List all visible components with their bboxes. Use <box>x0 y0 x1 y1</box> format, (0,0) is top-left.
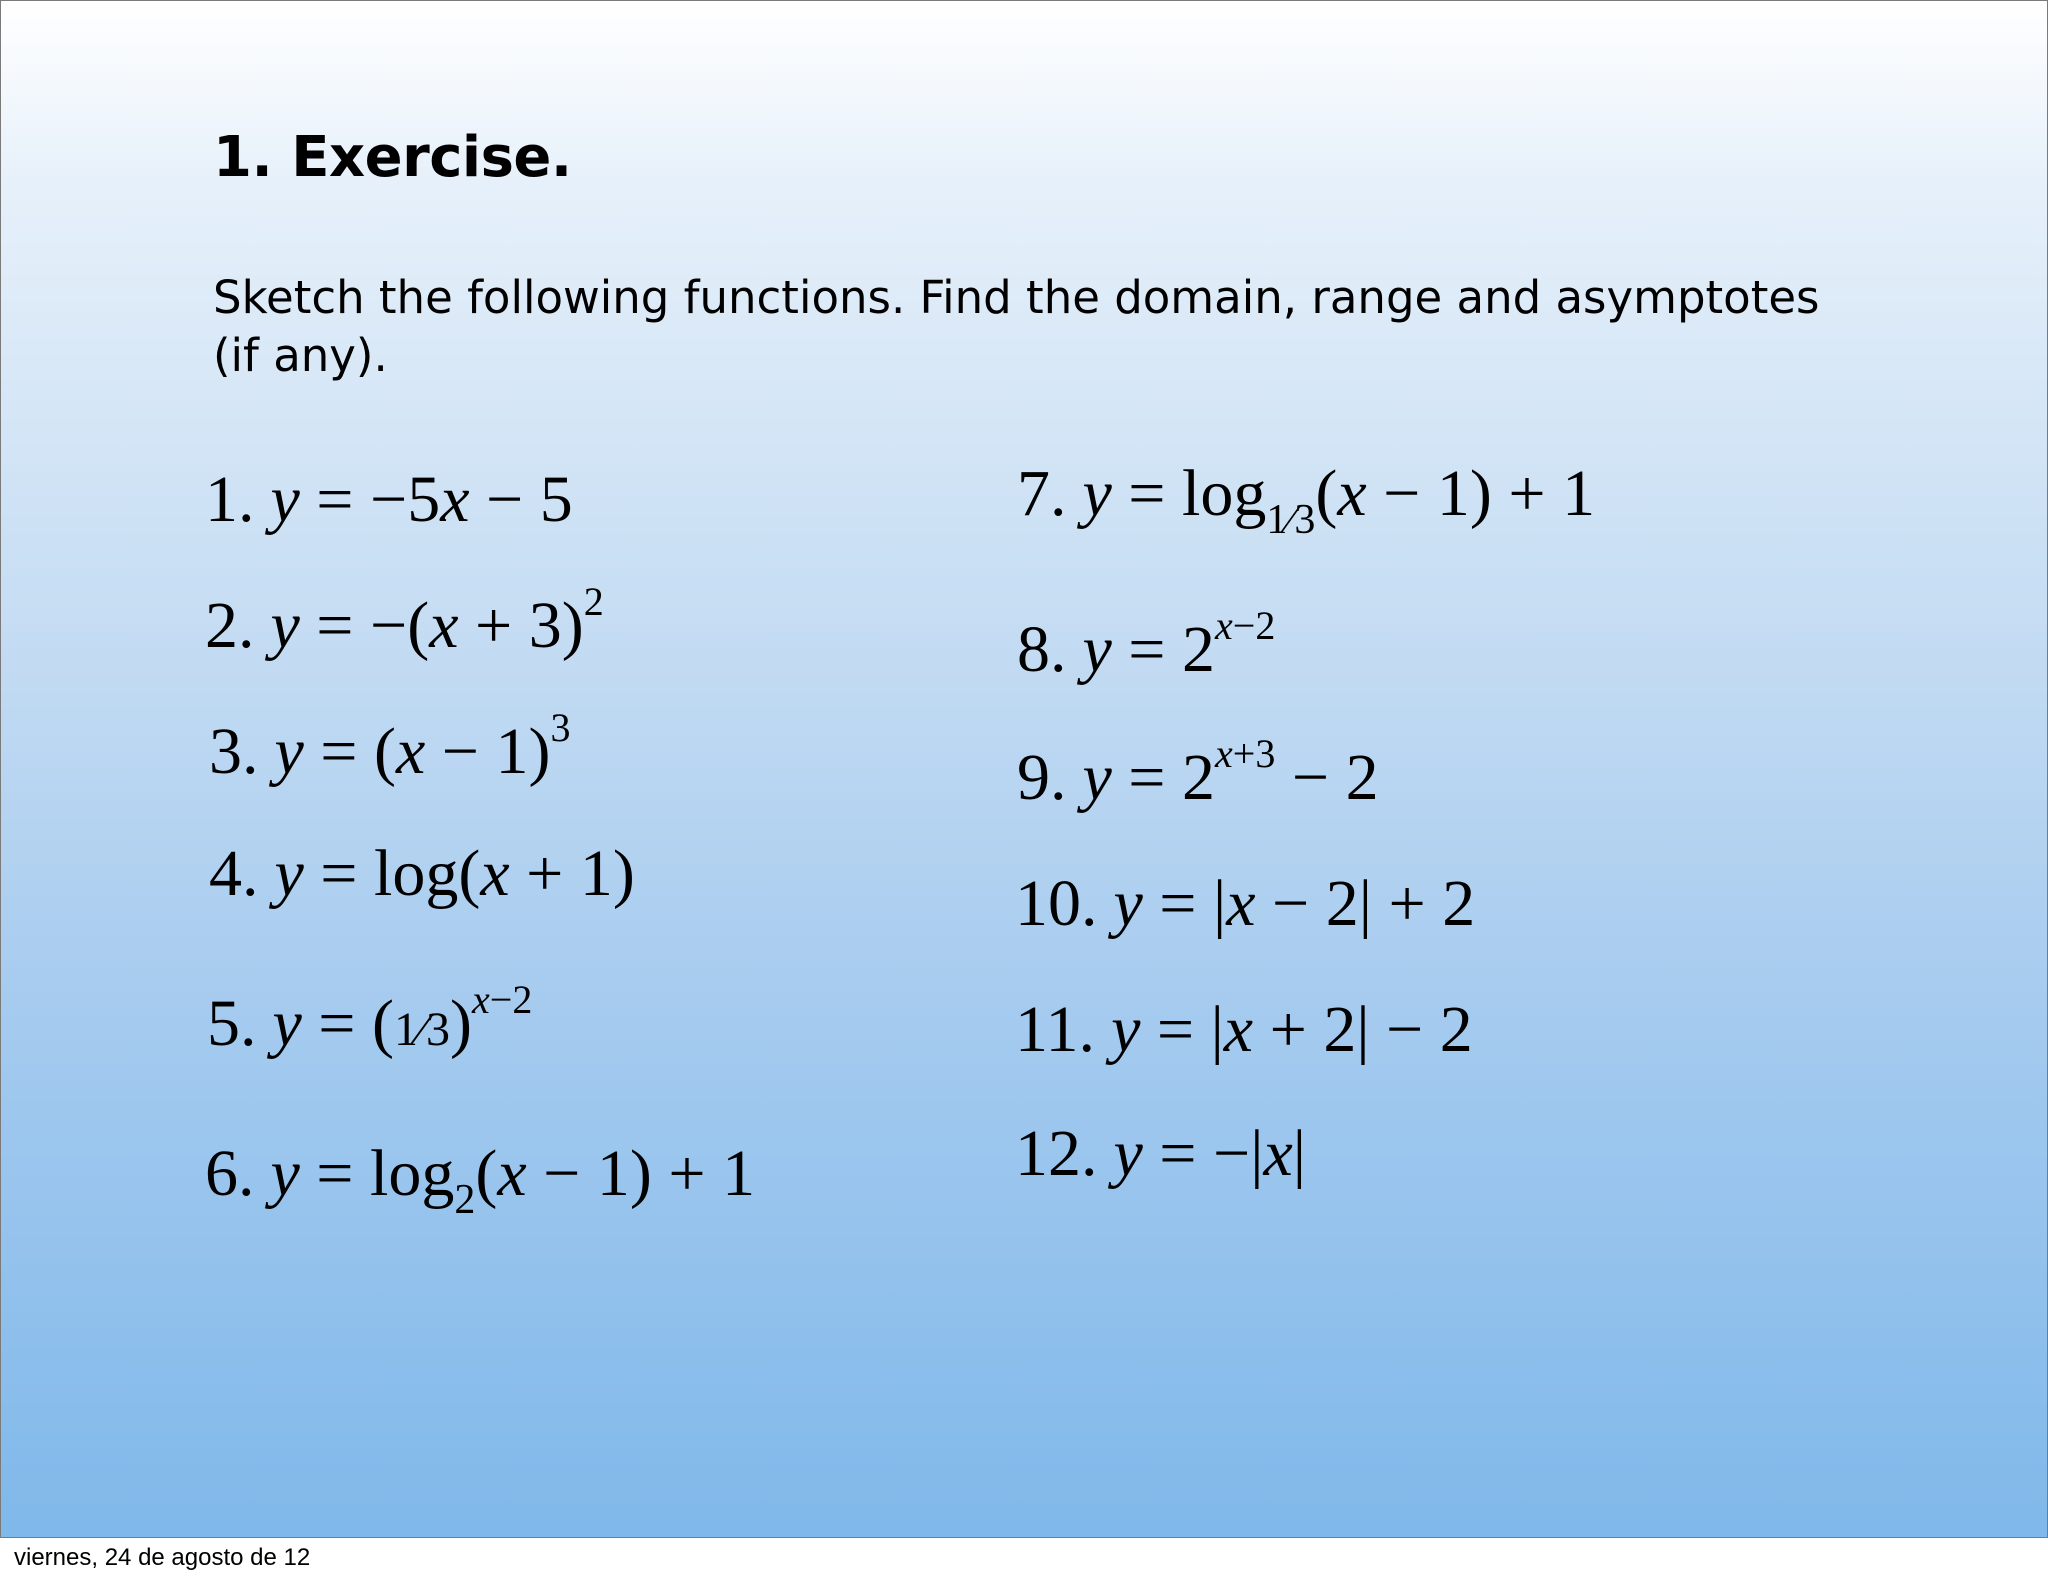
slide-heading: 1. Exercise. <box>213 125 572 190</box>
exercise-7: 7. $y = \log_{1⁄3}(x - 1) + 1$ <box>1017 457 1596 543</box>
instructions-text: Sketch the following functions. Find the domain, range and asymptotes (if any). <box>213 271 1820 382</box>
exercise-5: 5. y = (1⁄3)$^{x-2}$ <box>207 977 533 1060</box>
exercise-6: 6. $y = \log_2(x - 1) + 1$ <box>205 1137 756 1223</box>
exercise-3: 3. $y = (x - 1)^3$ <box>209 705 571 788</box>
exercise-4: 4. y = log(x + 1) <box>209 837 635 910</box>
exercise-2: 2. $y = -(x + 3)^2$ <box>205 579 604 662</box>
exercise-10: 10. y = |x − 2| + 2 <box>1015 867 1476 940</box>
exercise-11: 11. y = |x + 2| − 2 <box>1015 993 1473 1066</box>
exercise-12: 12. y = −|x| <box>1015 1117 1306 1190</box>
exercise-8: 8. $y = 2^{x-2}$ <box>1017 603 1276 686</box>
exercise-1: 1. y = −5x − 5 <box>205 463 573 536</box>
exercise-9: 9. $y = 2^{x+3} - 2$ <box>1017 731 1379 814</box>
footer-date: viernes, 24 de agosto de 12 <box>14 1544 311 1571</box>
